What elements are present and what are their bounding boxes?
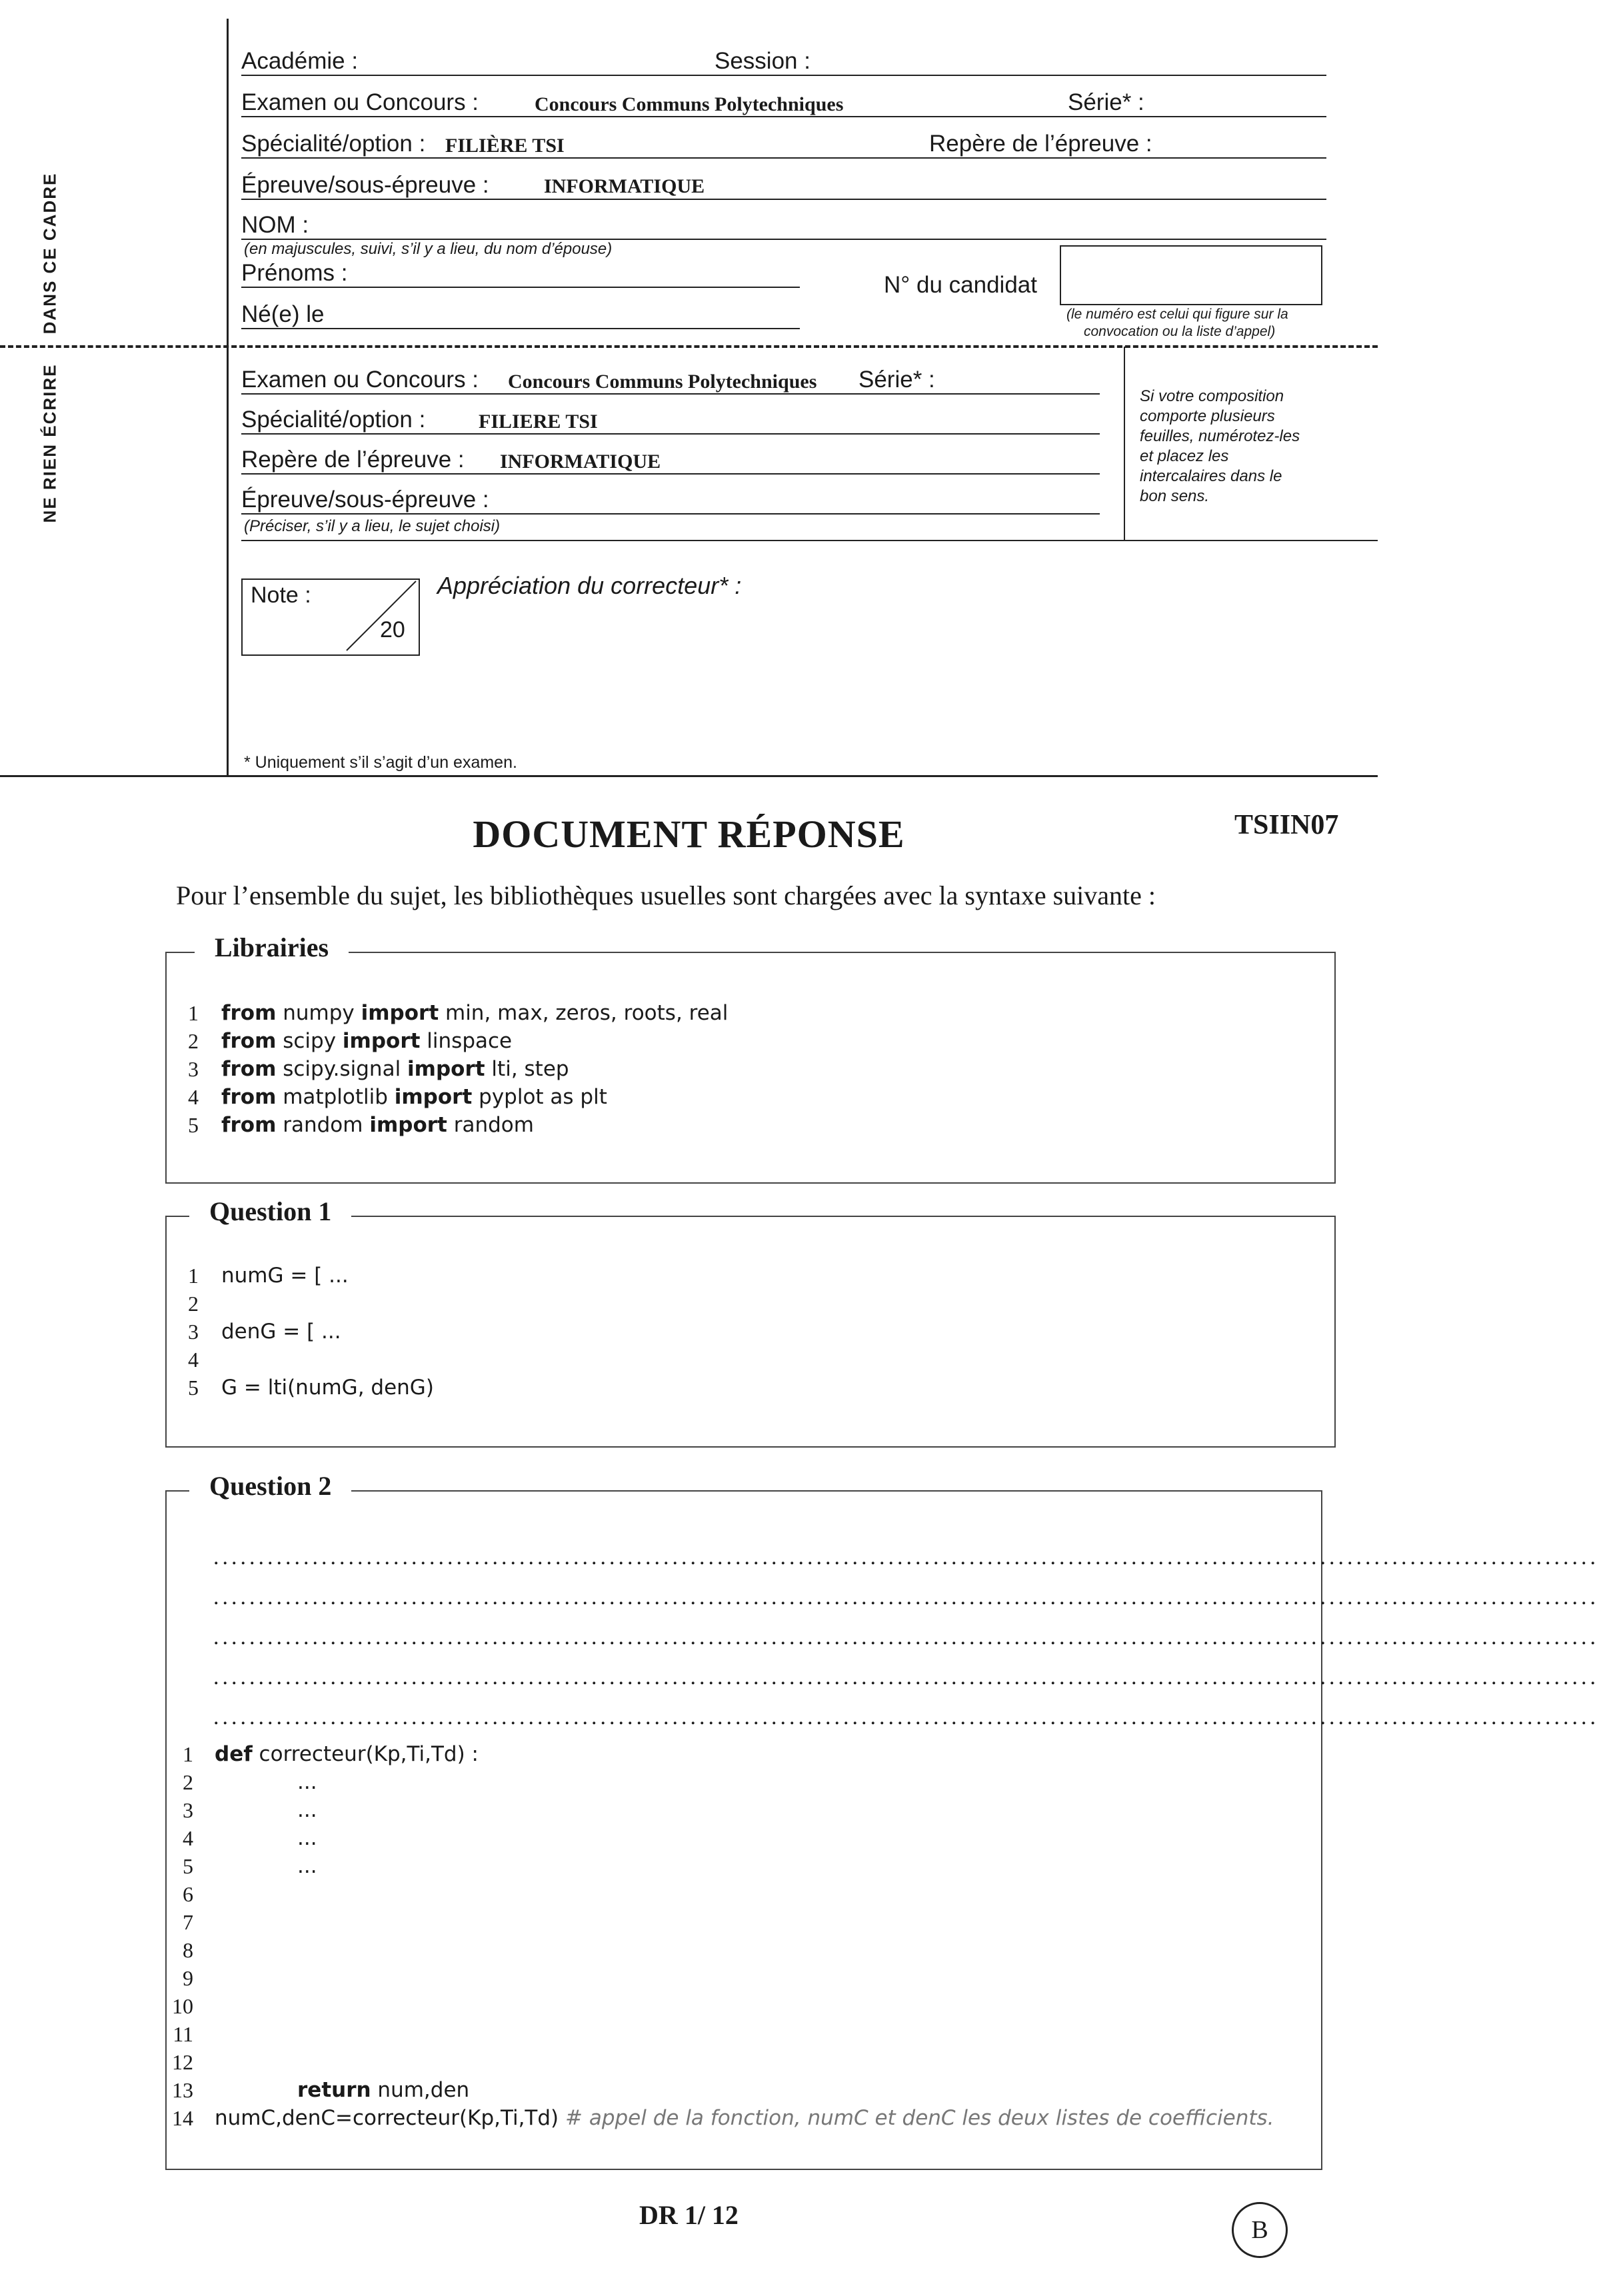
lib-line-number-3: 3 — [188, 1057, 199, 1081]
lib-line-number-5: 5 — [188, 1113, 199, 1137]
code-comment: # appel de la fonction, numC et denC les deux listes de coefficients. — [565, 2106, 1274, 2130]
lower-specialite-label: Spécialité/option : — [241, 407, 426, 433]
lower-epreuve-label: Épreuve/sous-épreuve : — [241, 487, 489, 513]
question1-title: Question 1 — [189, 1196, 351, 1227]
keyword-import: import — [369, 1113, 447, 1137]
q1-code-line-3[interactable]: denG = [ ... — [221, 1320, 341, 1344]
lower-examen-label: Examen ou Concours : — [241, 367, 479, 393]
answer-dotted-line-1[interactable]: .......................................................................................................................................................... — [213, 1545, 1599, 1570]
lower-specialite-value: FILIERE TSI — [479, 411, 598, 433]
examen-value: Concours Communs Polytechniques — [535, 93, 844, 115]
keyword-from: from — [221, 1057, 277, 1081]
specialite-input-line[interactable] — [241, 157, 1326, 159]
side-note-line-3: feuilles, numérotez-les — [1140, 427, 1300, 445]
keyword-from: from — [221, 1113, 277, 1137]
function-signature: correcteur(Kp,Ti,Td) : — [252, 1742, 479, 1766]
examen-input-line[interactable] — [241, 116, 1326, 117]
q2-line-number-4: 4 — [183, 1826, 193, 1850]
lib-line-number-1: 1 — [188, 1001, 199, 1025]
import-list: min, max, zeros, roots, real — [439, 1001, 729, 1025]
import-list: lti, step — [485, 1057, 569, 1081]
import-list: random — [447, 1113, 534, 1137]
version-badge: B — [1232, 2202, 1288, 2258]
lib-line-5 — [221, 1113, 534, 1137]
q1-line-number-2: 2 — [188, 1292, 199, 1316]
q2-line-number-2: 2 — [183, 1770, 193, 1794]
header-bottom-rule — [0, 775, 1378, 777]
side-note-line-6: bon sens. — [1140, 487, 1210, 505]
q2-line-number-12: 12 — [172, 2050, 193, 2074]
side-note — [1140, 387, 1333, 507]
keyword-import: import — [342, 1029, 421, 1053]
prenoms-label: Prénoms : — [241, 260, 348, 286]
q1-code-line-5[interactable]: G = lti(numG, denG) — [221, 1376, 434, 1400]
q2-line-number-6: 6 — [183, 1882, 193, 1906]
side-note-line-2: comporte plusieurs — [1140, 407, 1275, 425]
q2-line-number-13: 13 — [172, 2078, 193, 2102]
session-label: Session : — [715, 48, 810, 74]
lib-line-2 — [221, 1029, 512, 1053]
module-name: scipy.signal — [276, 1057, 408, 1081]
document-intro: Pour l’ensemble du sujet, les bibliothèques usuelles sont chargées avec la syntaxe suivante : — [176, 880, 1156, 910]
side-text-ne-rien-ecrire: NE RIEN ÉCRIRE — [39, 363, 60, 523]
candidat-hint-2: convocation ou la liste d’appel) — [1084, 324, 1276, 339]
return-values: num,den — [371, 2078, 470, 2102]
q2-def-line[interactable] — [215, 1742, 479, 1766]
q2-line-number-10: 10 — [172, 1994, 193, 2018]
q2-ellipsis-line-5[interactable]: ... — [297, 1854, 317, 1878]
answer-dotted-line-5[interactable]: .......................................................................................................................................................... — [213, 1705, 1599, 1729]
lower-repere-input-line[interactable] — [241, 473, 1100, 475]
appreciation-label: Appréciation du correcteur* : — [437, 572, 742, 599]
lower-epreuve-input-line[interactable] — [241, 513, 1100, 515]
side-note-divider — [1124, 347, 1125, 540]
librairies-title: Librairies — [195, 932, 349, 963]
lib-line-1 — [221, 1001, 728, 1025]
academie-label: Académie : — [241, 48, 359, 74]
answer-dotted-line-3[interactable]: .......................................................................................................................................................... — [213, 1625, 1599, 1650]
keyword-from: from — [221, 1001, 277, 1025]
q2-line-number-5: 5 — [183, 1854, 193, 1878]
lower-examen-input-line[interactable] — [241, 393, 1100, 395]
side-note-line-5: intercalaires dans le — [1140, 467, 1282, 485]
lib-line-4 — [221, 1085, 607, 1109]
lib-line-number-2: 2 — [188, 1029, 199, 1053]
keyword-return: return — [297, 2078, 371, 2102]
lower-repere-label: Repère de l’épreuve : — [241, 447, 465, 473]
q2-line-number-11: 11 — [173, 2022, 193, 2046]
epreuve-value: INFORMATIQUE — [544, 175, 705, 197]
prenoms-input-line[interactable] — [241, 287, 800, 288]
candidat-number-box[interactable] — [1060, 245, 1322, 305]
side-note-line-1: Si votre composition — [1140, 387, 1284, 405]
q2-return-line[interactable] — [297, 2078, 469, 2102]
frame-vertical-line — [227, 19, 229, 775]
footnote: * Uniquement s’il s’agit d’un examen. — [244, 753, 517, 772]
specialite-value: FILIÈRE TSI — [445, 135, 565, 157]
q2-line-number-7: 7 — [183, 1910, 193, 1934]
document-title: DOCUMENT RÉPONSE — [473, 812, 905, 856]
keyword-from: from — [221, 1029, 277, 1053]
module-name: numpy — [276, 1001, 361, 1025]
serie-label: Série* : — [1068, 89, 1144, 115]
import-list: pyplot as plt — [472, 1085, 607, 1109]
q1-line-number-1: 1 — [188, 1264, 199, 1288]
ne-le-label: Né(e) le — [241, 301, 325, 327]
q2-line-number-14: 14 — [172, 2106, 193, 2130]
q2-call-line[interactable] — [215, 2106, 1274, 2130]
module-name: random — [276, 1113, 370, 1137]
epreuve-input-line[interactable] — [241, 199, 1326, 200]
keyword-import: import — [361, 1001, 439, 1025]
keyword-import: import — [407, 1057, 485, 1081]
answer-dotted-line-4[interactable]: .......................................................................................................................................................... — [213, 1665, 1599, 1690]
epreuve-label: Épreuve/sous-épreuve : — [241, 172, 489, 198]
dashed-cut-line — [0, 345, 1378, 348]
module-name: matplotlib — [276, 1085, 395, 1109]
document-code: TSIIN07 — [1234, 810, 1339, 840]
q1-code-line-1[interactable]: numG = [ ... — [221, 1264, 349, 1288]
q2-ellipsis-line-2[interactable]: ... — [297, 1770, 317, 1794]
answer-dotted-line-2[interactable]: .......................................................................................................................................................... — [213, 1585, 1599, 1610]
q2-line-number-1: 1 — [183, 1742, 193, 1766]
question2-title: Question 2 — [189, 1470, 351, 1502]
q2-line-number-9: 9 — [183, 1966, 193, 1990]
specialite-label: Spécialité/option : — [241, 131, 426, 157]
lower-epreuve-hint: (Préciser, s’il y a lieu, le sujet choisi) — [244, 517, 501, 535]
side-text-dans-ce-cadre: DANS CE CADRE — [39, 172, 60, 335]
function-call: numC,denC=correcteur(Kp,Ti,Td) — [215, 2106, 565, 2130]
import-list: linspace — [420, 1029, 513, 1053]
q1-line-number-5: 5 — [188, 1376, 199, 1400]
nom-hint: (en majuscules, suivi, s’il y a lieu, du nom d’épouse) — [244, 240, 613, 258]
lower-specialite-input-line[interactable] — [241, 433, 1100, 435]
repere-label: Repère de l’épreuve : — [929, 131, 1152, 157]
lower-form-bottom-line — [241, 540, 1378, 541]
q2-ellipsis-line-4[interactable]: ... — [297, 1826, 317, 1850]
candidat-label: N° du candidat — [884, 272, 1037, 298]
module-name: scipy — [276, 1029, 343, 1053]
ne-le-input-line[interactable] — [241, 328, 800, 329]
lib-line-number-4: 4 — [188, 1085, 199, 1109]
keyword-import: import — [394, 1085, 473, 1109]
lower-serie-label: Série* : — [858, 367, 935, 393]
q2-line-number-8: 8 — [183, 1938, 193, 1962]
q2-line-number-3: 3 — [183, 1798, 193, 1822]
q1-line-number-3: 3 — [188, 1320, 199, 1344]
page-number: DR 1/ 12 — [639, 2200, 739, 2230]
note-max: 20 — [380, 617, 405, 642]
candidat-hint-1: (le numéro est celui qui figure sur la — [1066, 307, 1288, 322]
lower-repere-value: INFORMATIQUE — [500, 451, 661, 473]
keyword-from: from — [221, 1085, 277, 1109]
note-label: Note : — [251, 582, 311, 608]
academie-input-line[interactable] — [241, 75, 1326, 76]
examen-label: Examen ou Concours : — [241, 89, 479, 115]
lib-line-3 — [221, 1057, 569, 1081]
nom-label: NOM : — [241, 212, 309, 238]
lower-examen-value: Concours Communs Polytechniques — [508, 371, 817, 393]
q1-line-number-4: 4 — [188, 1348, 199, 1372]
keyword-def: def — [215, 1742, 253, 1766]
q2-ellipsis-line-3[interactable]: ... — [297, 1798, 317, 1822]
side-note-line-4: et placez les — [1140, 447, 1229, 465]
